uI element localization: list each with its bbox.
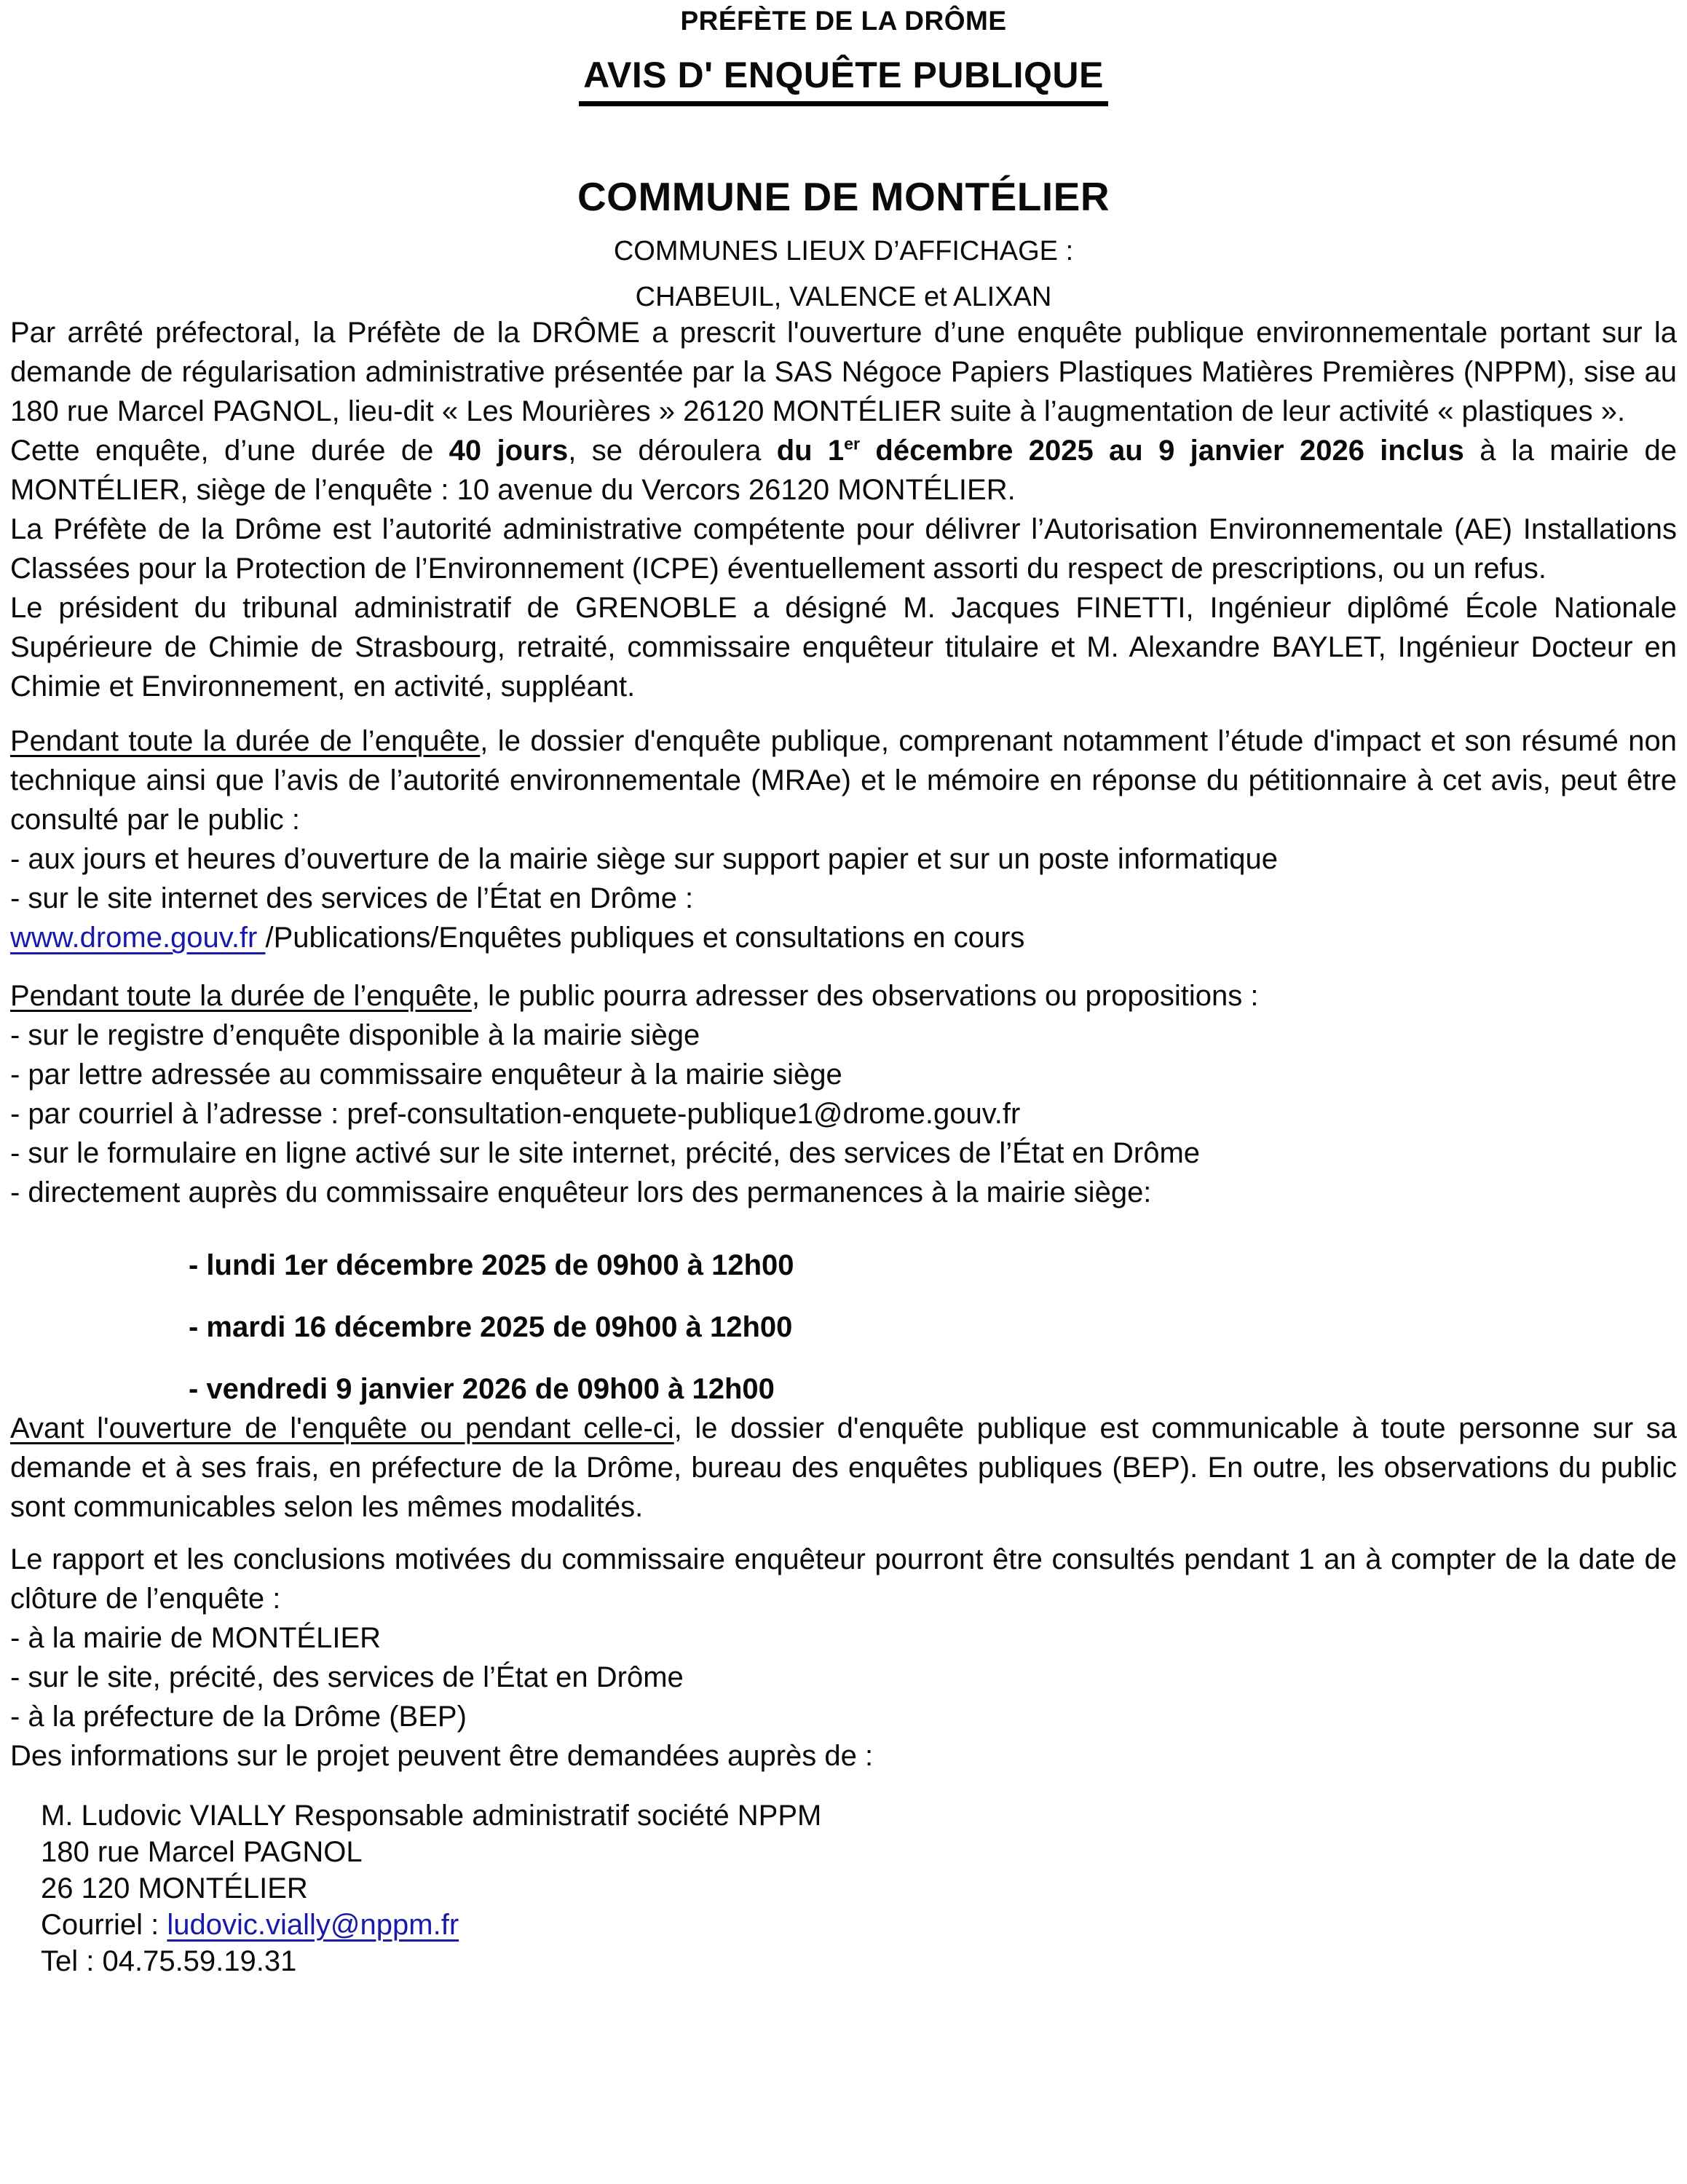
consultation-link-line [10, 918, 1677, 957]
observations-paragraph [10, 976, 1677, 1016]
intro-paragraph: Par arrêté préfectoral, la Préfète de la DRÔME a prescrit l'ouverture d’une enquête publique environnementale portant sur la demande de régularisation administrative présentée par la SAS Négoce Papiers Plastiques Matières Premières (NPPM), sise au 180 rue Marcel PAGNOL, lieu-dit « Les Mourières » 26120 MONTÉLIER suite à l’augmentation de leur activité « plastiques ». [10, 317, 1677, 427]
contact-email-label: Courriel : [41, 1909, 167, 1941]
consultation-paragraph [10, 721, 1677, 839]
consultation-link-path: /Publications/Enquêtes publiques et consultations en cours [265, 922, 1025, 954]
display-locations-label: COMMUNES LIEUX D’AFFICHAGE : [613, 236, 1074, 266]
report-bullet-mairie: - à la mairie de MONTÉLIER [10, 1622, 382, 1654]
consultation-section [10, 721, 1677, 957]
email-link[interactable]: ludovic.vially@nppm.fr [167, 1909, 459, 1941]
duration-post: à la mairie de MONTÉLIER, siège de l’enquête : 10 avenue du Vercors 26120 MONTÉLIER. [10, 435, 1677, 506]
report-bullet-site: - sur le site, précité, des services de l’État en Drôme [10, 1661, 684, 1693]
notice-title: AVIS D' ENQUÊTE PUBLIQUE [579, 54, 1108, 106]
permanence-date-3: - vendredi 9 janvier 2026 de 09h00 à 12h00 [189, 1373, 775, 1405]
duration-pre: Cette enquête, d’une durée de [10, 435, 449, 467]
observations-bullet-register: - sur le registre d’enquête disponible à la mairie siège [10, 1019, 700, 1051]
prefecture-name: PRÉFÈTE DE LA DRÔME [680, 6, 1007, 36]
contact-address-city: 26 120 MONTÉLIER [41, 1872, 308, 1904]
commune-title: COMMUNE DE MONTÉLIER [577, 174, 1110, 219]
permanence-dates [10, 1246, 1677, 1409]
permanence-date-1: - lundi 1er décembre 2025 de 09h00 à 12h00 [189, 1249, 794, 1281]
duration-paragraph [10, 431, 1677, 510]
duration-range-pre: du 1 [776, 435, 845, 467]
duration-days-bold: 40 jours [449, 435, 569, 467]
observations-underlined-lead: Pendant toute la durée de l’enquête [10, 980, 472, 1012]
observations-bullet-email: - par courriel à l’adresse : pref-consultation-enquete-publique1@drome.gouv.fr [10, 1098, 1021, 1130]
communicable-underlined-lead: Avant l'ouverture de l'enquête ou pendant celle-ci [10, 1412, 674, 1444]
consultation-underlined-lead: Pendant toute la durée de l’enquête [10, 725, 481, 757]
commissioner-paragraph: Le président du tribunal administratif de GRENOBLE a désigné M. Jacques FINETTI, Ingénieur diplômé École Nationale Supérieure de Chimie de Strasbourg, retraité, commissaire enquêteur titulaire et M. Alexandre BAYLET, Ingénieur Docteur en Chimie et Environnement, en activité, suppléant. [10, 592, 1677, 703]
contact-address-street: 180 rue Marcel PAGNOL [41, 1836, 363, 1868]
authority-paragraph: La Préfète de la Drôme est l’autorité administrative compétente pour délivrer l’Autorisation Environnementale (AE) Installations Classées pour la Protection de l’Environnement (ICPE) éventuellement assorti du respect de prescriptions, ou un refus. [10, 513, 1677, 585]
notice-title-wrap [10, 54, 1677, 106]
permanence-date-2: - mardi 16 décembre 2025 de 09h00 à 12h00 [189, 1311, 793, 1343]
communicable-rest: , le dossier d'enquête publique est communicable à toute personne sur sa demande et à ses frais, en préfecture de la Drôme, bureau des enquêtes publiques (BEP). En outre, les observations du public sont communicables selon les mêmes modalités. [10, 1412, 1677, 1523]
display-locations-list: CHABEUIL, VALENCE et ALIXAN [635, 282, 1052, 312]
consultation-bullet-paper: - aux jours et heures d’ouverture de la mairie siège sur support papier et sur un poste informatique [10, 843, 1278, 875]
observations-bullet-in-person: - directement auprès du commissaire enquêteur lors des permanences à la mairie siège: [10, 1176, 1152, 1208]
drome-gouv-link[interactable]: www.drome.gouv.fr [10, 922, 266, 954]
contact-phone: Tel : 04.75.59.19.31 [41, 1945, 297, 1977]
report-bullet-prefecture: - à la préfecture de la Drôme (BEP) [10, 1701, 467, 1733]
contact-email-line [41, 1907, 1677, 1943]
observations-bullet-form: - sur le formulaire en ligne activé sur le site internet, précité, des services de l’État en Drôme [10, 1137, 1201, 1169]
duration-mid: , se déroulera [568, 435, 777, 467]
notice-body [10, 313, 1677, 1979]
duration-range-superscript: er [844, 434, 861, 454]
observations-bullet-letter: - par lettre adressée au commissaire enquêteur à la mairie siège [10, 1059, 842, 1091]
contact-block [10, 1797, 1677, 1979]
report-section [10, 1540, 1677, 1736]
info-paragraph: Des informations sur le projet peuvent être demandées auprès de : [10, 1740, 874, 1772]
report-paragraph: Le rapport et les conclusions motivées du commissaire enquêteur pourront être consultés pendant 1 an à compter de la date de clôture de l’enquête : [10, 1543, 1677, 1615]
consultation-rest: , le dossier d'enquête publique, comprenant notamment l’étude d'impact et son résumé non technique ainsi que l’avis de l’autorité environnementale (MRAe) et le mémoire en réponse du pétitionnaire à cet avis, peut être consulté par le public : [10, 725, 1677, 836]
consultation-bullet-website: - sur le site internet des services de l’État en Drôme : [10, 882, 694, 914]
duration-range-post: décembre 2025 au 9 janvier 2026 inclus [860, 435, 1464, 467]
duration-range-bold [777, 435, 1464, 467]
communicable-paragraph [10, 1409, 1677, 1527]
observations-section [10, 976, 1677, 1212]
contact-name: M. Ludovic VIALLY Responsable administratif société NPPM [41, 1800, 822, 1832]
observations-rest: , le public pourra adresser des observations ou propositions : [471, 980, 1259, 1012]
